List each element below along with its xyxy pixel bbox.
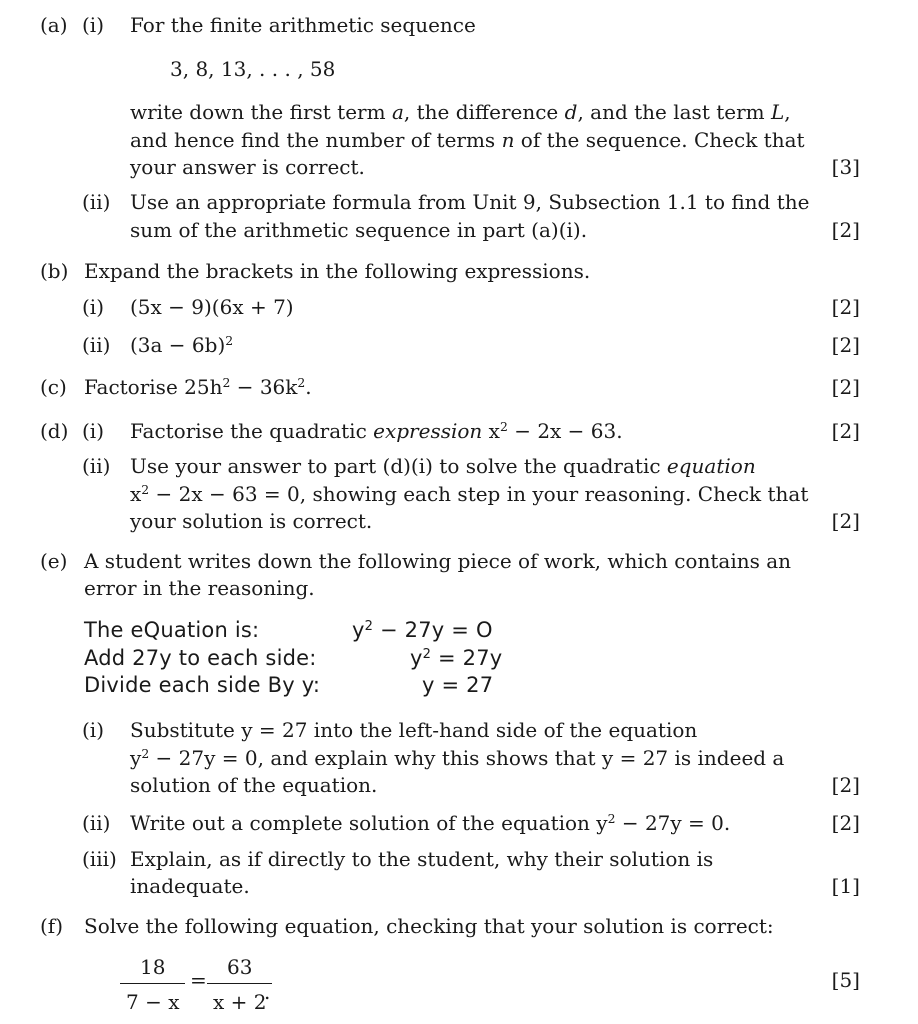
part-b-ii-label: (ii) bbox=[82, 333, 111, 357]
part-b-label: (b) bbox=[40, 259, 69, 283]
part-e-iii-label: (iii) bbox=[82, 847, 117, 871]
fraction-left bbox=[120, 955, 185, 1014]
fraction-period: . bbox=[264, 980, 271, 1004]
f-intro: Solve the following equation, checking that your solution is correct: bbox=[84, 914, 774, 938]
handwritten-line1-left: The eQuation is: bbox=[84, 618, 260, 642]
e-iii-line1: Explain, as if directly to the student, why their solution is bbox=[130, 847, 714, 871]
b-ii-expr: $(3a - 6b)^2$ bbox=[130, 333, 234, 357]
c-text: Factorise $25h^2 - 36k^2$. bbox=[84, 375, 312, 399]
e-line1: A student writes down the following piece of work, which contains an bbox=[84, 549, 792, 573]
handwritten-line2-left: Add 27y to each side: bbox=[84, 646, 317, 670]
handwritten-line3-right: y = 27 bbox=[422, 673, 494, 697]
e-iii-line2: inadequate. bbox=[130, 874, 250, 898]
d-i-marks: [2] bbox=[831, 419, 860, 443]
d-ii-marks: [2] bbox=[831, 509, 860, 533]
e-ii-text: Write out a complete solution of the equation $y^2 - 27y = 0$. bbox=[130, 811, 731, 835]
b-i-marks: [2] bbox=[831, 295, 860, 319]
a-i-line1: For the finite arithmetic sequence bbox=[130, 13, 476, 37]
a-i-marks: [3] bbox=[831, 155, 860, 179]
a-ii-line1: Use an appropriate formula from Unit 9, Subsection 1.1 to find the bbox=[130, 190, 810, 214]
part-e-label: (e) bbox=[40, 549, 68, 573]
part-d-label: (d) bbox=[40, 419, 69, 443]
a-i-line3: and hence find the number of terms n of the sequence. Check that bbox=[130, 128, 805, 152]
a-i-line4: your answer is correct. bbox=[130, 155, 365, 179]
part-d-ii-label: (ii) bbox=[82, 454, 111, 478]
e-i-line3: solution of the equation. bbox=[130, 773, 378, 797]
fraction-right-denominator: x + 2 bbox=[213, 990, 267, 1014]
part-f-label: (f) bbox=[40, 914, 64, 938]
part-e-i-label: (i) bbox=[82, 718, 105, 742]
e-iii-marks: [1] bbox=[831, 874, 860, 898]
d-ii-line3: your solution is correct. bbox=[130, 509, 373, 533]
d-ii-line1: Use your answer to part (d)(i) to solve the quadratic equation bbox=[130, 454, 756, 478]
e-i-marks: [2] bbox=[831, 773, 860, 797]
part-a-i-label: (i) bbox=[82, 13, 105, 37]
fraction-right-numerator: 63 bbox=[227, 955, 253, 979]
a-ii-marks: [2] bbox=[831, 218, 860, 242]
handwritten-line3-left: Divide each side By y: bbox=[84, 673, 321, 697]
a-i-line2: write down the first term a, the difference d, and the last term L, bbox=[130, 100, 791, 124]
c-marks: [2] bbox=[831, 375, 860, 399]
e-ii-marks: [2] bbox=[831, 811, 860, 835]
fraction-left-denominator: 7 − x bbox=[126, 990, 180, 1014]
handwritten-line2-right: $y^2 = 27y$ bbox=[410, 646, 503, 670]
part-e-ii-label: (ii) bbox=[82, 811, 111, 835]
e-i-line2: $y^2 - 27y = 0$, and explain why this shows that y = 27 is indeed a bbox=[130, 746, 785, 770]
part-c-label: (c) bbox=[40, 375, 67, 399]
part-a-label: (a) bbox=[40, 13, 68, 37]
a-ii-line2: sum of the arithmetic sequence in part (a)(i). bbox=[130, 218, 588, 242]
fraction-left-numerator: 18 bbox=[140, 955, 166, 979]
b-i-expr: (5x − 9)(6x + 7) bbox=[130, 295, 294, 319]
part-b-i-label: (i) bbox=[82, 295, 105, 319]
d-i-text: Factorise the quadratic expression $x^2 - 2x - 63$. bbox=[130, 419, 623, 443]
e-line2: error in the reasoning. bbox=[84, 576, 315, 600]
equals-sign: = bbox=[190, 968, 207, 992]
part-a-ii-label: (ii) bbox=[82, 190, 111, 214]
d-ii-line2: $x^2 - 2x - 63 = 0$, showing each step in your reasoning. Check that bbox=[130, 482, 809, 506]
f-marks: [5] bbox=[831, 968, 860, 992]
fraction-right bbox=[207, 955, 272, 1014]
b-intro: Expand the brackets in the following expressions. bbox=[84, 259, 591, 283]
e-i-line1: Substitute y = 27 into the left-hand side of the equation bbox=[130, 718, 698, 742]
part-d-i-label: (i) bbox=[82, 419, 105, 443]
handwritten-line1-right: $y^2 - 27y = O$ bbox=[352, 618, 493, 642]
a-i-sequence: 3, 8, 13, . . . , 58 bbox=[170, 57, 336, 81]
b-ii-marks: [2] bbox=[831, 333, 860, 357]
